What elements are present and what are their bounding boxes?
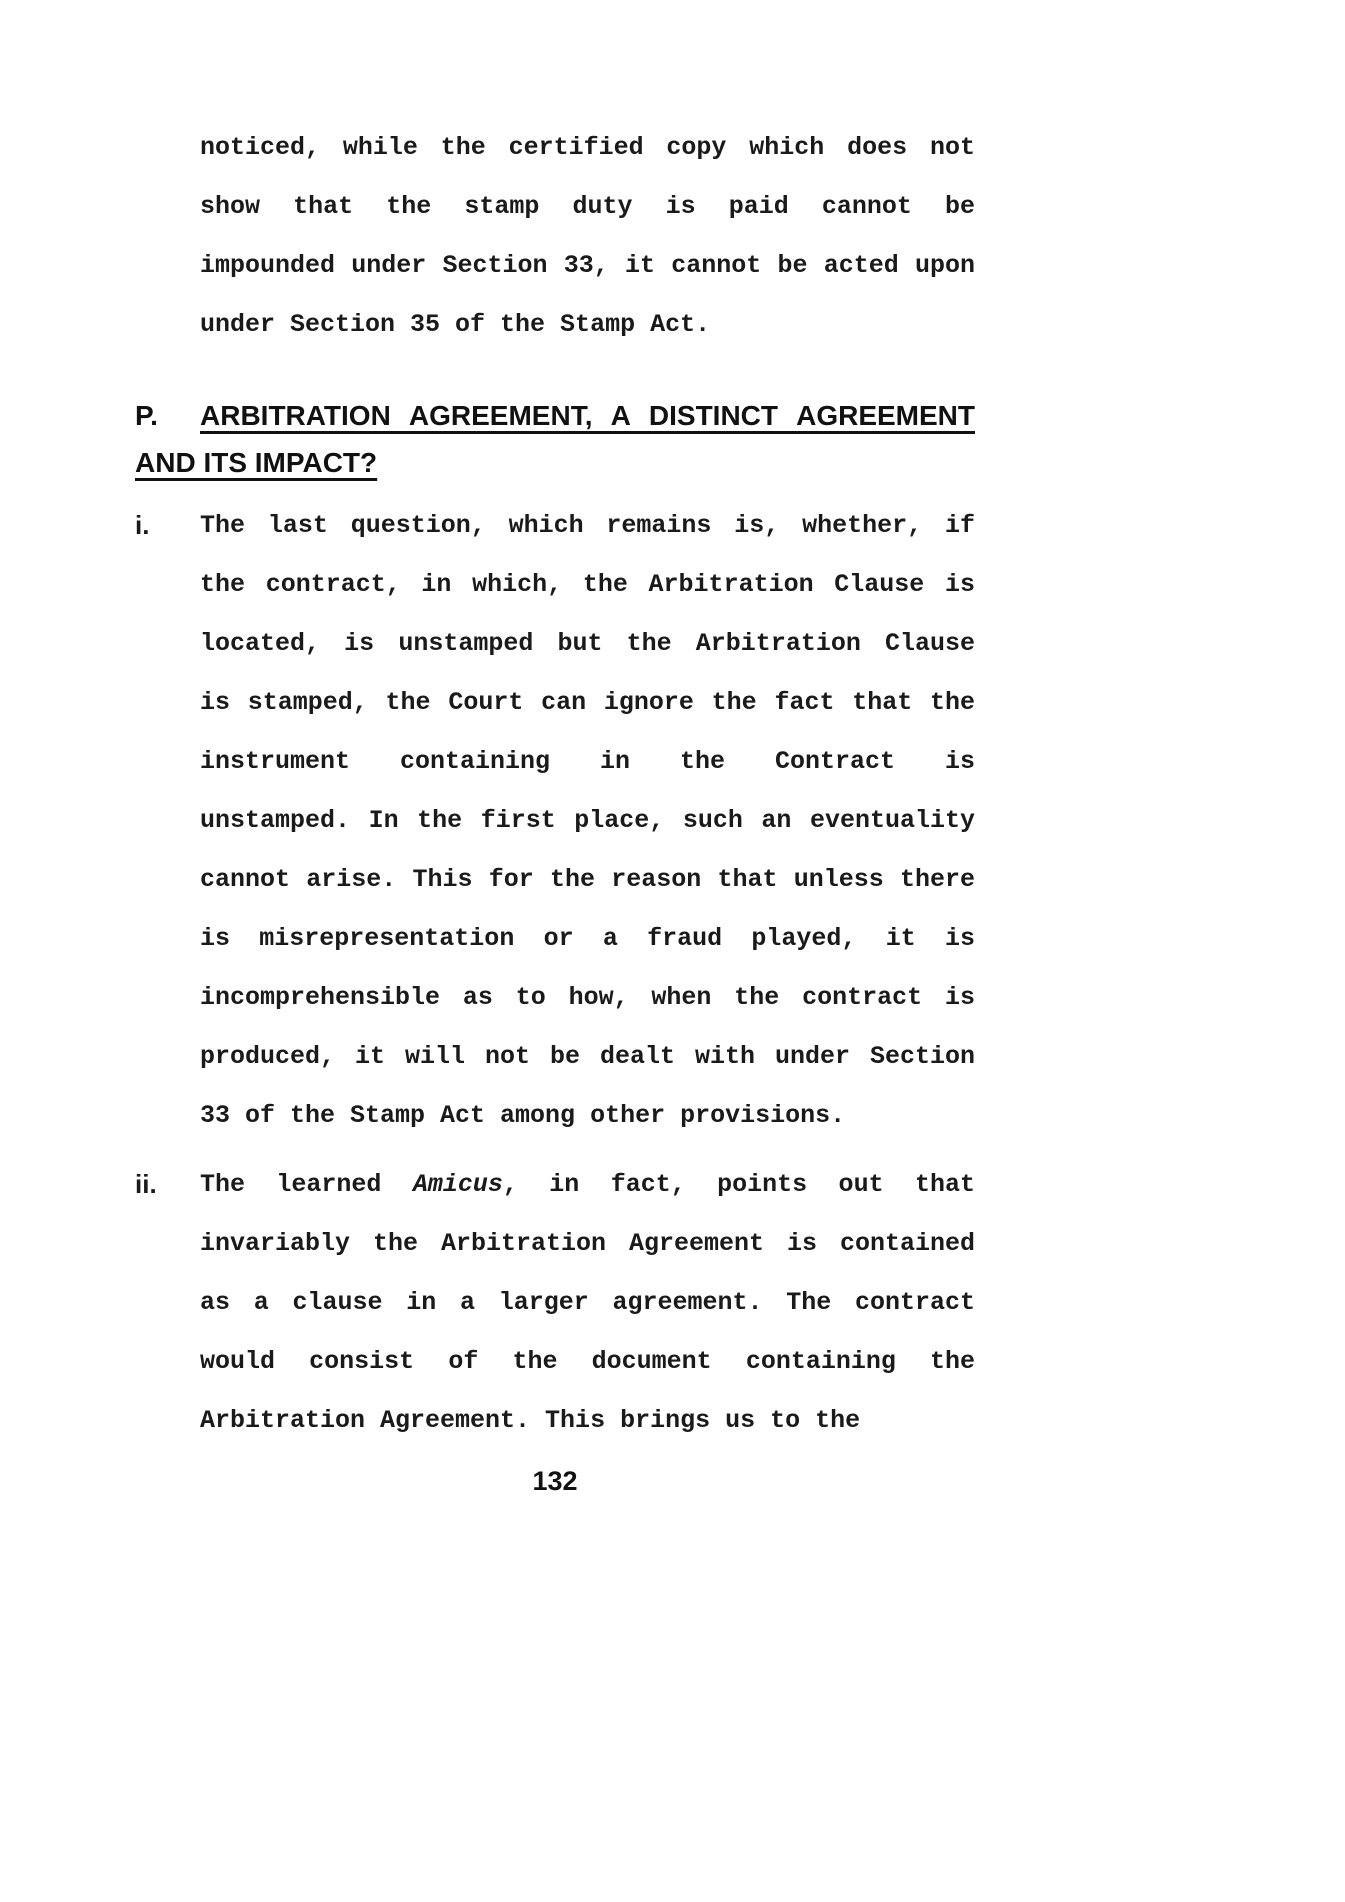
text-segment: incomprehensible as to how, when the contract is: [200, 983, 975, 1012]
text-segment: The learned: [200, 1170, 413, 1199]
text-segment: produced, it will not be dealt with under Section: [200, 1042, 975, 1071]
list-item-ii-marker: ii.: [135, 1169, 157, 1199]
text-segment: instrument containing in the Contract is: [200, 747, 975, 776]
text-line: [200, 1214, 975, 1273]
text-segment: , in fact, points out that: [502, 1170, 975, 1199]
text-line: [200, 968, 975, 1027]
text-segment: is misrepresentation or a fraud played, it is: [200, 924, 975, 953]
italic-text-segment: Amicus: [412, 1170, 503, 1199]
text-segment: cannot arise. This for the reason that unless there: [200, 865, 975, 894]
list-item-i-marker: i.: [135, 510, 150, 540]
continuation-paragraph-text: [200, 118, 975, 354]
text-line: [200, 496, 975, 555]
text-segment: the contract, in which, the Arbitration Clause is: [200, 570, 975, 599]
text-line: [200, 1086, 975, 1145]
text-line: [200, 614, 975, 673]
text-segment: Arbitration Agreement. This brings us to the: [200, 1406, 861, 1435]
list-item-i: [135, 496, 975, 1145]
text-segment: invariably the Arbitration Agreement is contained: [200, 1229, 975, 1258]
text-line: [200, 850, 975, 909]
text-line: [200, 1332, 975, 1391]
text-segment: show that the stamp duty is paid cannot be: [200, 192, 975, 221]
text-segment: impounded under Section 33, it cannot be acted upon: [200, 251, 975, 280]
text-segment: noticed, while the certified copy which does not: [200, 133, 975, 162]
text-segment: located, is unstamped but the Arbitration Clause: [200, 629, 975, 658]
text-segment: 33 of the Stamp Act among other provisions.: [200, 1101, 846, 1130]
text-segment: would consist of the document containing the: [200, 1347, 975, 1376]
list-item-ii: [135, 1155, 975, 1450]
text-line: [200, 909, 975, 968]
section-heading-marker: P.: [135, 400, 158, 431]
indent-spacer: [135, 118, 200, 354]
section-heading-line2: [135, 439, 975, 486]
section-heading-text-line2: AND ITS IMPACT?: [135, 447, 378, 478]
text-line: [200, 791, 975, 850]
text-line: [200, 555, 975, 614]
text-segment: is stamped, the Court can ignore the fact that the: [200, 688, 975, 717]
page-number: 132: [532, 1466, 578, 1496]
list-item-i-text: [200, 496, 975, 1145]
page-content: [135, 118, 975, 1511]
text-line: [200, 118, 975, 177]
text-line: [200, 732, 975, 791]
text-line: [200, 177, 975, 236]
section-heading-text-line1: ARBITRATION AGREEMENT, A DISTINCT AGREEMENT: [200, 400, 975, 431]
text-line: [200, 673, 975, 732]
text-segment: The last question, which remains is, whether, if: [200, 511, 975, 540]
text-line: [200, 236, 975, 295]
text-line: [200, 1027, 975, 1086]
text-line: [200, 1391, 975, 1450]
text-line: [200, 1273, 975, 1332]
text-segment: as a clause in a larger agreement. The contract: [200, 1288, 975, 1317]
text-line: [200, 295, 975, 354]
text-line: [200, 1155, 975, 1214]
text-segment: unstamped. In the first place, such an eventuality: [200, 806, 975, 835]
list-item-ii-text: [200, 1155, 975, 1450]
section-heading: [135, 392, 975, 486]
continuation-paragraph: [135, 118, 975, 354]
section-heading-line1: [135, 392, 975, 439]
text-segment: under Section 35 of the Stamp Act.: [200, 310, 711, 339]
